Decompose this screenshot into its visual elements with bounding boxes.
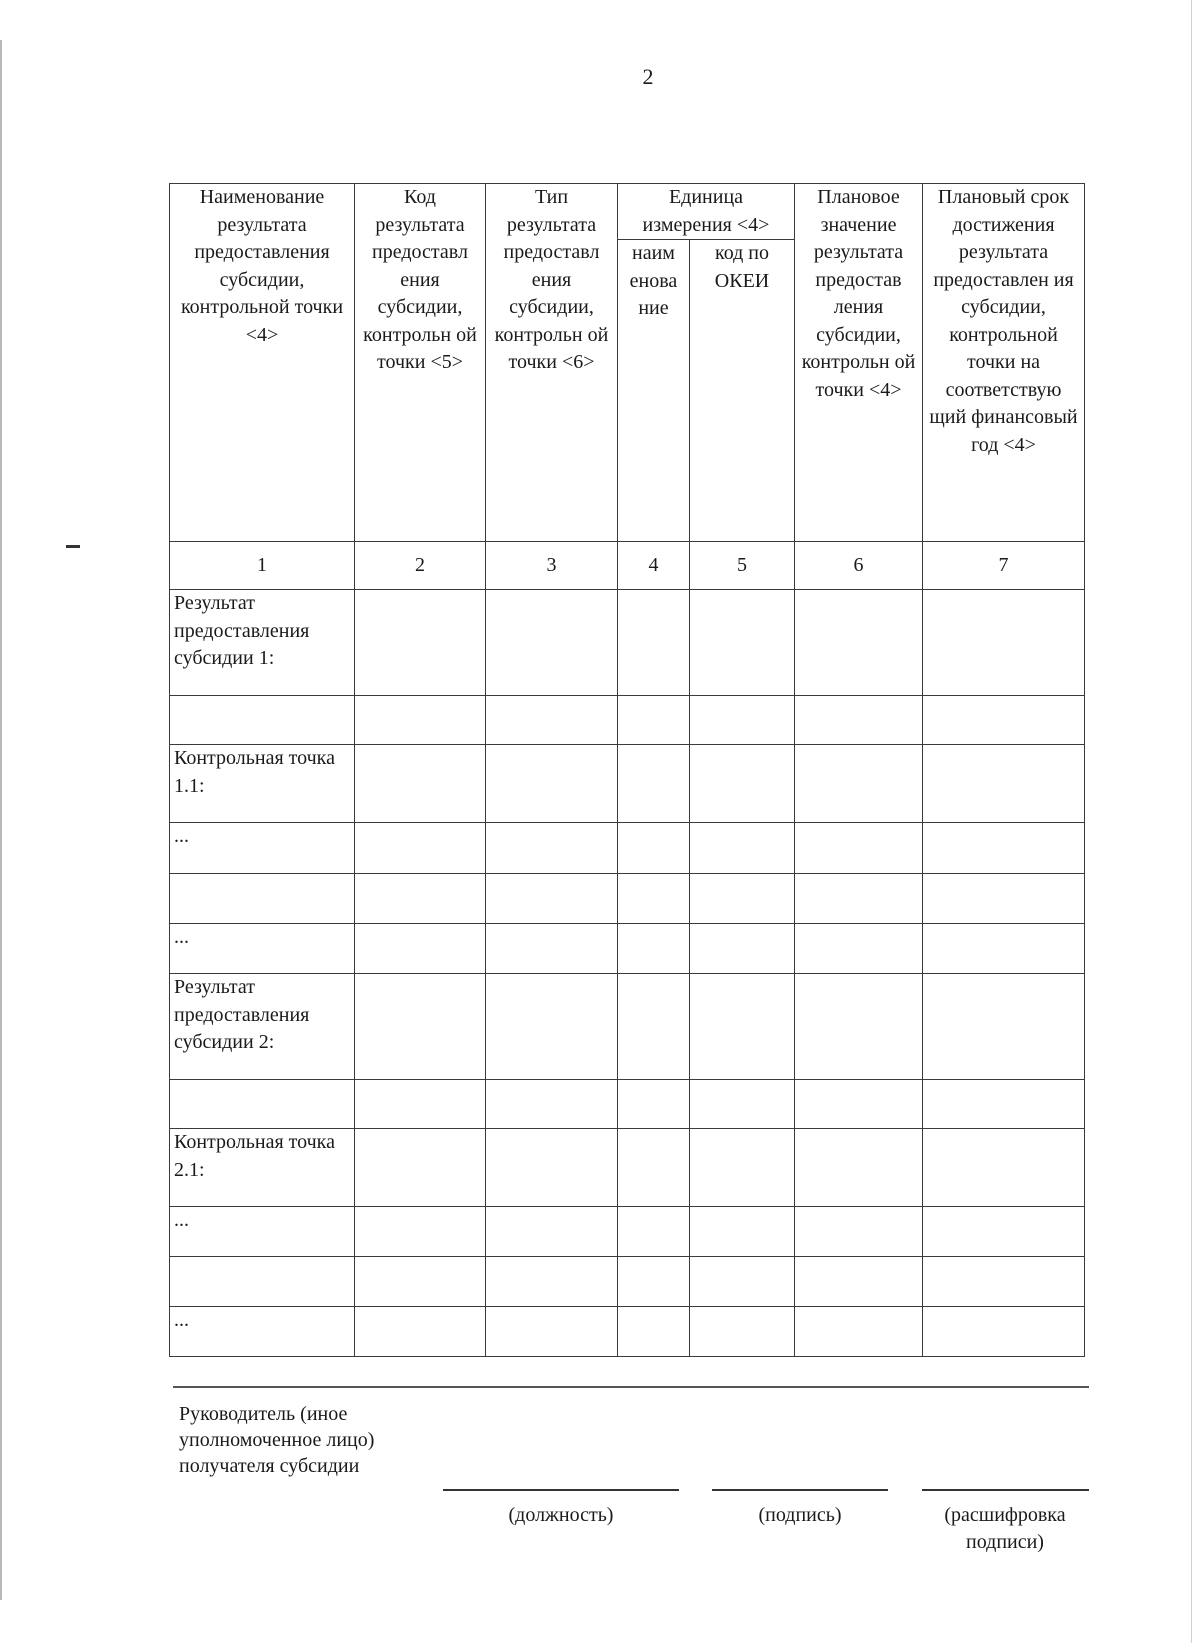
results-table [169, 183, 1085, 1357]
table-cell [923, 696, 1085, 745]
row-label: Результат предоставления субсидии 1: [170, 590, 355, 696]
table-cell [923, 1080, 1085, 1129]
column-number: 1 [170, 542, 355, 590]
page-edge-right [1191, 0, 1192, 1643]
table-cell [355, 590, 486, 696]
table-cell [690, 974, 795, 1080]
header-result-name: Наименование результата предоставления субсидии, контрольной точки <4> [170, 184, 355, 542]
table-cell [618, 1257, 690, 1307]
header-result-type: Тип результата предоставл ения субсидии, контрольн ой точки <6> [486, 184, 618, 542]
row-label [170, 696, 355, 745]
table-cell [355, 696, 486, 745]
table-cell [486, 974, 618, 1080]
table-cell [795, 1207, 923, 1257]
column-number: 3 [486, 542, 618, 590]
column-number: 6 [795, 542, 923, 590]
table-cell [355, 1129, 486, 1207]
position-line [443, 1489, 679, 1491]
table-cell [618, 696, 690, 745]
table-row [170, 1207, 1085, 1257]
table-cell [486, 1129, 618, 1207]
row-label: Результат предоставления субсидии 2: [170, 974, 355, 1080]
table-cell [795, 745, 923, 823]
table-cell [795, 1129, 923, 1207]
table-cell [486, 874, 618, 924]
signature-caption: (подпись) [758, 1504, 842, 1526]
table-cell [355, 1307, 486, 1357]
table-cell [618, 1207, 690, 1257]
table-cell [690, 874, 795, 924]
table-cell [486, 1257, 618, 1307]
header-unit-code: код по ОКЕИ [690, 240, 795, 542]
table-row [170, 974, 1085, 1080]
table-cell [486, 696, 618, 745]
table-cell [486, 1207, 618, 1257]
table-row [170, 590, 1085, 696]
table-cell [486, 590, 618, 696]
table-cell [486, 1080, 618, 1129]
page-edge-left [0, 40, 2, 1600]
table-cell [923, 1207, 1085, 1257]
table-cell [923, 974, 1085, 1080]
row-label [170, 1257, 355, 1307]
header-planned-value: Плановое значение результата предостав ления субсидии, контрольн ой точки <4> [795, 184, 923, 542]
table-cell [923, 590, 1085, 696]
table-row [170, 696, 1085, 745]
table-cell [690, 590, 795, 696]
table-row [170, 1307, 1085, 1357]
table-row [170, 1257, 1085, 1307]
footer-divider [173, 1386, 1089, 1388]
header-result-code: Код результата предоставл ения субсидии, контрольн ой точки <5> [355, 184, 486, 542]
table-cell [923, 874, 1085, 924]
header-row [170, 184, 1085, 240]
row-label: ... [170, 1307, 355, 1357]
table-row [170, 1129, 1085, 1207]
header-planned-date: Плановый срок достижения результата предоставлен ия субсидии, контрольной точки на соответствую щий финансовый год <4> [923, 184, 1085, 542]
table-cell [355, 745, 486, 823]
table-cell [486, 1307, 618, 1357]
table-cell [795, 1257, 923, 1307]
row-label: ... [170, 1207, 355, 1257]
column-number: 7 [923, 542, 1085, 590]
table-cell [923, 1307, 1085, 1357]
column-number: 4 [618, 542, 690, 590]
table-cell [618, 974, 690, 1080]
table-cell [690, 924, 795, 974]
table-cell [618, 1080, 690, 1129]
table-cell [690, 1129, 795, 1207]
column-number: 5 [690, 542, 795, 590]
position-caption: (должность) [508, 1504, 614, 1526]
table-row [170, 924, 1085, 974]
row-label: Контрольная точка 2.1: [170, 1129, 355, 1207]
table-row [170, 745, 1085, 823]
row-label: Контрольная точка 1.1: [170, 745, 355, 823]
table-cell [923, 745, 1085, 823]
table-cell [795, 974, 923, 1080]
table-cell [355, 823, 486, 874]
row-label [170, 874, 355, 924]
table-cell [486, 823, 618, 874]
table-row [170, 823, 1085, 874]
table-cell [618, 590, 690, 696]
row-label [170, 1080, 355, 1129]
table-cell [795, 874, 923, 924]
table-cell [795, 1080, 923, 1129]
table-cell [795, 924, 923, 974]
table-row [170, 874, 1085, 924]
table-cell [618, 1307, 690, 1357]
table-cell [923, 1129, 1085, 1207]
signature-line [712, 1489, 888, 1491]
table-cell [355, 1207, 486, 1257]
table-cell [355, 924, 486, 974]
row-label: ... [170, 823, 355, 874]
table-cell [355, 974, 486, 1080]
table-cell [618, 874, 690, 924]
header-unit-name: наим енова ние [618, 240, 690, 542]
header-unit-group: Единица измерения <4> [618, 184, 795, 240]
table-cell [690, 1257, 795, 1307]
table-row [170, 1080, 1085, 1129]
table-cell [618, 745, 690, 823]
table-cell [690, 823, 795, 874]
table-cell [355, 1257, 486, 1307]
table-cell [486, 924, 618, 974]
table-cell [795, 823, 923, 874]
table-cell [923, 924, 1085, 974]
signer-label: Руководитель (иное уполномоченное лицо) получателя субсидии [179, 1403, 375, 1477]
table-cell [690, 696, 795, 745]
table-cell [690, 745, 795, 823]
decoding-line [922, 1489, 1089, 1491]
table-cell [355, 1080, 486, 1129]
table-cell [618, 1129, 690, 1207]
table-cell [690, 1307, 795, 1357]
table-cell [923, 1257, 1085, 1307]
table-cell [486, 745, 618, 823]
page-number: 2 [642, 64, 654, 89]
table-cell [690, 1207, 795, 1257]
table-cell [690, 1080, 795, 1129]
table-cell [618, 924, 690, 974]
column-number: 2 [355, 542, 486, 590]
table-cell [923, 823, 1085, 874]
decoding-caption: (расшифровка подписи) [944, 1504, 1066, 1553]
margin-dash [66, 545, 80, 548]
column-numbers-row [170, 542, 1085, 590]
row-label: ... [170, 924, 355, 974]
table-cell [355, 874, 486, 924]
table-cell [795, 1307, 923, 1357]
table-cell [618, 823, 690, 874]
table-cell [795, 590, 923, 696]
table-cell [795, 696, 923, 745]
